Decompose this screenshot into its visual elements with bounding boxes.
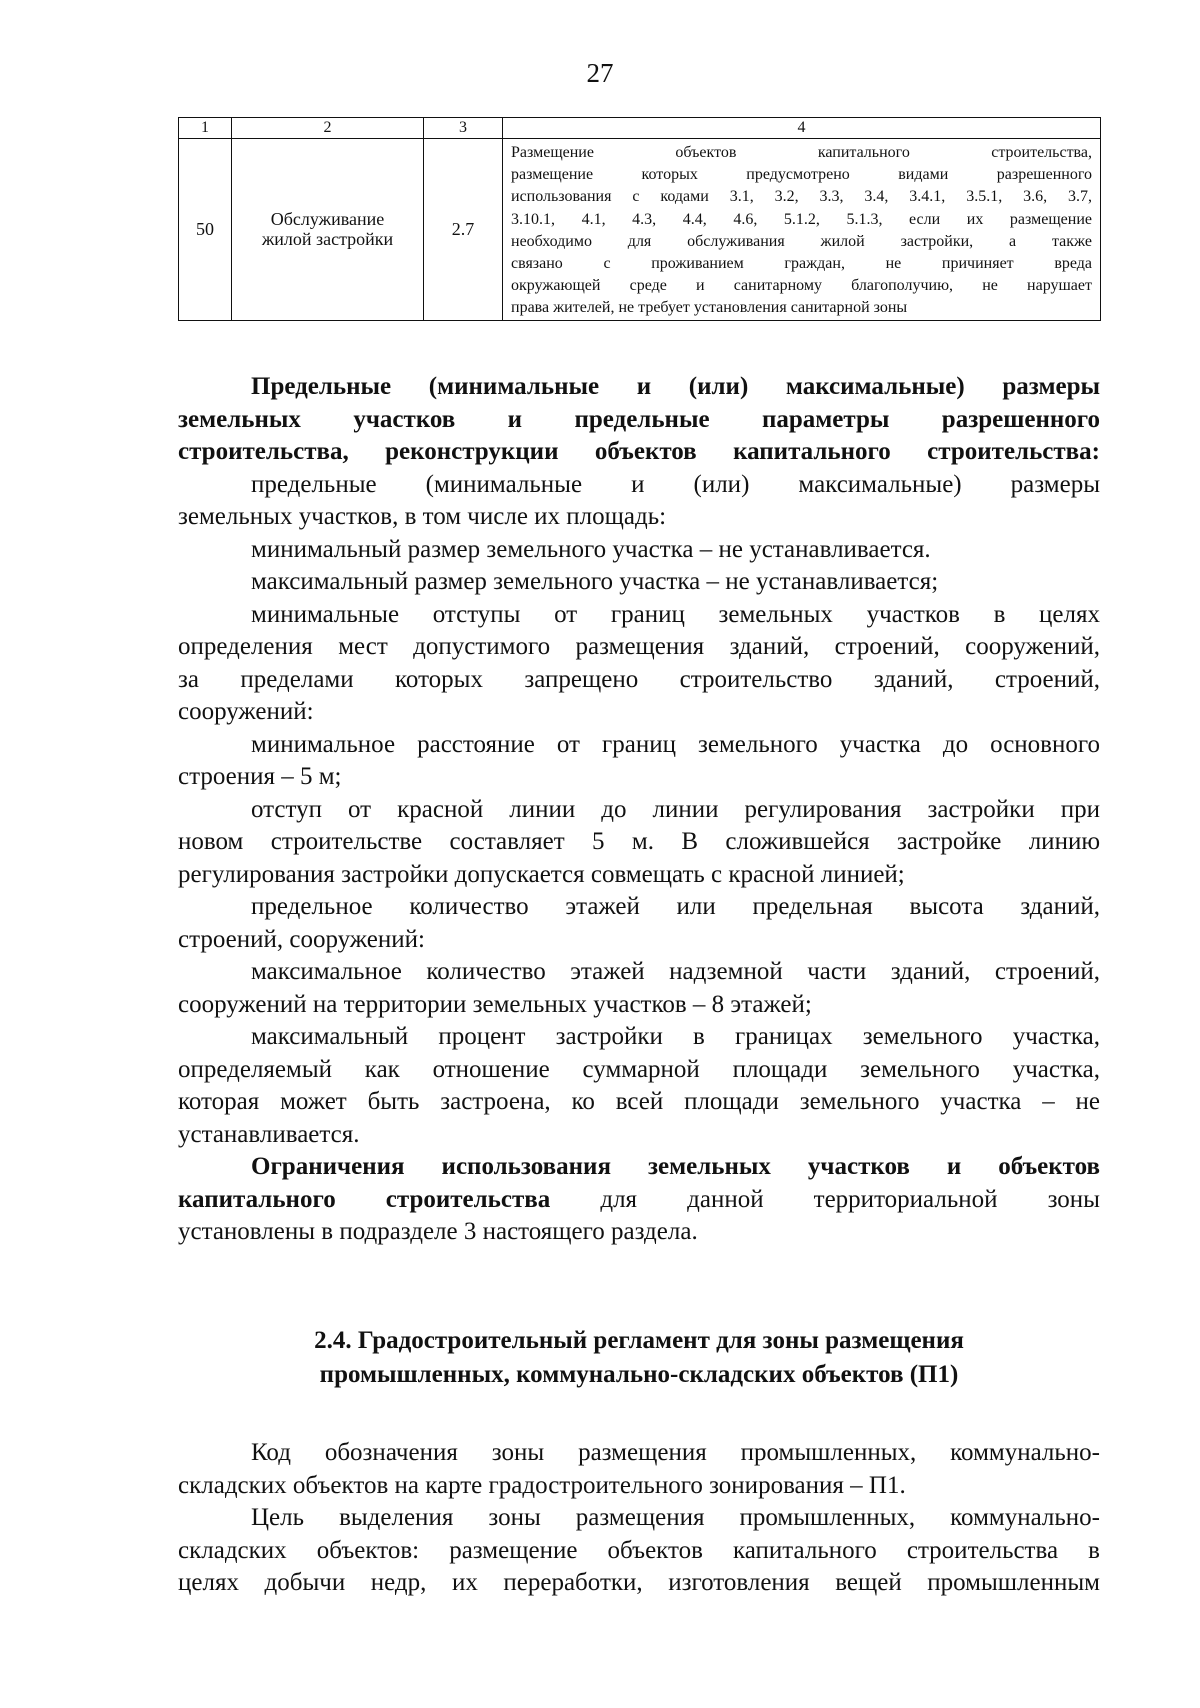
description-line: права жителей, не требует установления санитарной зоны: [511, 299, 908, 317]
heading-line: Предельные (минимальные и (или) максимальные) размеры: [251, 373, 1100, 400]
text-line: новом строительстве составляет 5 м. В сложившейся застройке линию: [178, 828, 1100, 855]
description-line: размещение которых предусмотрено видами разрешенного: [511, 166, 1092, 184]
text-line: Код обозначения зоны размещения промышленных, коммунально-: [251, 1439, 1100, 1466]
text-line: сооружений на территории земельных участков – 8 этажей;: [178, 990, 812, 1018]
permitted-use-table: [178, 117, 1101, 321]
use-code-cell: 2.7: [424, 139, 503, 321]
limits-paragraph: [178, 469, 1100, 534]
limits-paragraph: [178, 566, 1100, 599]
text-line: целях добычи недр, их переработки, изготовления вещей промышленным: [178, 1569, 1100, 1596]
description-line: окружающей среде и санитарному благополучию, не нарушает: [511, 277, 1092, 295]
text-line: установлены в подразделе 3 настоящего раздела.: [178, 1218, 698, 1245]
text-line: максимальное количество этажей надземной части зданий, строений,: [251, 958, 1100, 985]
heading-line: земельных участков и предельные параметры разрешенного: [178, 405, 1100, 433]
limits-paragraph: [178, 891, 1100, 956]
use-name-line: Обслуживание: [270, 209, 385, 230]
text-line: минимальное расстояние от границ земельного участка до основного: [251, 730, 1100, 758]
text-line: определения мест допустимого размещения зданий, строений, сооружений,: [178, 633, 1100, 660]
text-line: предельные (минимальные и (или) максимальные) размеры: [251, 470, 1100, 498]
description-line: использования с кодами 3.1, 3.2, 3.3, 3.4, 3.4.1, 3.5.1, 3.6, 3.7,: [511, 188, 1092, 206]
bold-fragment: капитального строительства: [178, 1185, 551, 1213]
restrictions-paragraph: [178, 1151, 1100, 1249]
limits-paragraph: [178, 534, 1100, 567]
text-line: сооружений:: [178, 698, 314, 725]
text-line: устанавливается.: [178, 1120, 360, 1148]
table-header-cell: 1: [179, 118, 232, 139]
table-header-cell: 4: [503, 118, 1101, 139]
page-number: 27: [586, 58, 614, 88]
description-line: Размещение объектов капитального строительства,: [511, 144, 1092, 161]
description-line: 3.10.1, 4.1, 4.3, 4.4, 4.6, 5.1.2, 5.1.3, если их размещение: [511, 210, 1092, 228]
use-description-cell: [503, 139, 1101, 321]
use-name-line: жилой застройки: [261, 229, 394, 250]
heading-line: 2.4. Градостроительный регламент для зоны размещения: [314, 1327, 964, 1354]
text-line: максимальный размер земельного участка – не устанавливается;: [251, 568, 939, 595]
description-line: необходимо для обслуживания жилой застройки, а также: [511, 232, 1092, 250]
heading-line: промышленных, коммунально-складских объектов (П1): [319, 1361, 959, 1388]
text-line: строения – 5 м;: [178, 763, 342, 790]
limits-paragraph: [178, 599, 1100, 729]
text-line: отступ от красной линии до линии регулирования застройки при: [251, 795, 1100, 823]
text-line: за пределами которых запрещено строительство зданий, строений,: [178, 665, 1100, 693]
description-line: связано с проживанием граждан, не причиняет вреда: [511, 255, 1092, 273]
text-line: минимальные отступы от границ земельных участков в целях: [251, 600, 1100, 628]
text-line: Ограничения использования земельных участков и объектов: [251, 1153, 1100, 1180]
text-line: складских объектов на карте градостроительного зонирования – П1.: [178, 1471, 906, 1499]
normal-fragment: для данной территориальной зоны: [550, 1185, 1100, 1213]
limits-heading: [178, 371, 1100, 469]
limits-paragraph: [178, 794, 1100, 892]
text-line: складских объектов: размещение объектов капитального строительства в: [178, 1536, 1100, 1564]
table-header-cell: 3: [424, 118, 503, 139]
heading-line: строительства, реконструкции объектов капитального строительства:: [178, 438, 1100, 465]
text-line: предельное количество этажей или предельная высота зданий,: [251, 893, 1100, 920]
section-paragraph: [178, 1502, 1100, 1600]
text-line: максимальный процент застройки в границах земельного участка,: [251, 1023, 1100, 1050]
text-line: Цель выделения зоны размещения промышленных, коммунально-: [251, 1504, 1100, 1531]
section-heading: [178, 1324, 1100, 1392]
text-line: земельных участков, в том числе их площадь:: [178, 503, 667, 530]
text-line: которая может быть застроена, ко всей площади земельного участка – не: [178, 1088, 1100, 1115]
text-line: регулирования застройки допускается совмещать с красной линией;: [178, 860, 905, 888]
use-name-cell: [232, 139, 424, 321]
text-line: определяемый как отношение суммарной площади земельного участка,: [178, 1055, 1100, 1083]
limits-paragraph: [178, 1021, 1100, 1151]
text-line: минимальный размер земельного участка – не устанавливается.: [251, 535, 931, 563]
text-line: [178, 1184, 1100, 1217]
section-paragraph: [178, 1437, 1100, 1502]
limits-paragraph: [178, 729, 1100, 794]
table-header-cell: 2: [232, 118, 424, 139]
section-body: [178, 1437, 1100, 1600]
table-row: [179, 139, 1101, 321]
text-line: строений, сооружений:: [178, 925, 425, 953]
row-number-cell: 50: [179, 139, 232, 321]
table-header-row: [179, 118, 1101, 139]
limits-paragraph: [178, 956, 1100, 1021]
limits-block: [178, 371, 1100, 1249]
